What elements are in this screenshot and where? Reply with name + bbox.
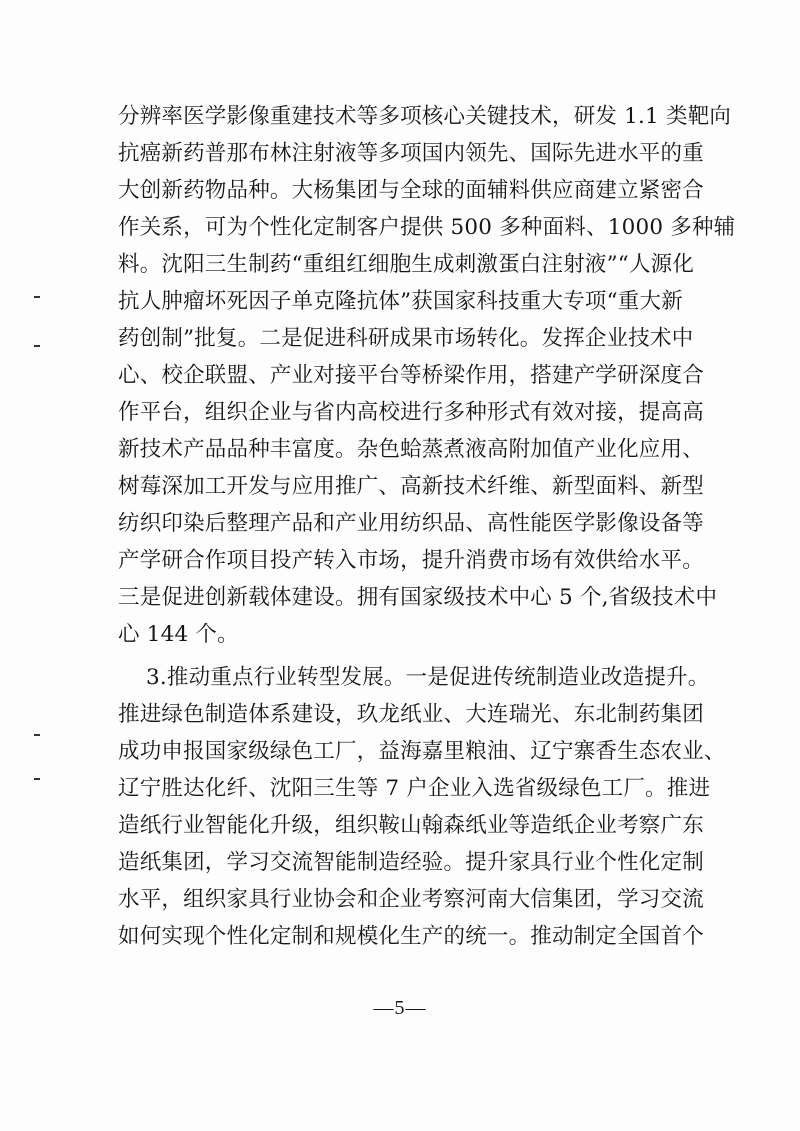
text-line: 心 144 个。 [118, 622, 239, 647]
text-line: 作平台，组织企业与省内高校进行多种形式有效对接，提高高 [118, 400, 704, 425]
text-line: 分辨率医学影像重建技术等多项核心关键技术，研发 1.1 类靶向 [118, 104, 732, 129]
text-line: 抗人肿瘤坏死因子单克隆抗体”获国家科技重大专项“重大新 [118, 289, 683, 314]
text-line: 树莓深加工开发与应用推广、高新技术纤维、新型面料、新型 [118, 474, 704, 499]
text-line: 成功申报国家级绿色工厂，益海嘉里粮油、辽宁寨香生态农业、 [118, 739, 726, 764]
text-line: 造纸行业智能化升级，组织鞍山翰森纸业等造纸企业考察广东 [118, 813, 704, 838]
paragraph-heading-line: 3.推动重点行业转型发展。一是促进传统制造业改造提升。 [146, 665, 710, 690]
text-line: 造纸集团，学习交流智能制造经验。提升家具行业个性化定制 [118, 850, 704, 875]
text-line: 料。沈阳三生制药“重组红细胞生成刺激蛋白注射液”“人源化 [118, 252, 695, 277]
body-text [118, 98, 736, 955]
binding-mark [34, 345, 40, 347]
binding-mark [34, 734, 40, 736]
text-line: 药创制”批复。二是促进科研成果市场转化。发挥企业技术中 [118, 326, 694, 351]
text-line: 心、校企联盟、产业对接平台等桥梁作用，搭建产学研深度合 [118, 363, 704, 388]
text-line: 三是促进创新载体建设。拥有国家级技术中心 5 个,省级技术中 [118, 585, 718, 610]
text-line: 纺织印染后整理产品和产业用纺织品、高性能医学影像设备等 [118, 511, 704, 536]
page-number: —5— [373, 997, 427, 1019]
text-line: 作关系，可为个性化定制客户提供 500 多种面料、1000 多种辅 [118, 215, 736, 240]
text-line: 水平，组织家具行业协会和企业考察河南大信集团，学习交流 [118, 887, 704, 912]
text-line: 辽宁胜达化纤、沈阳三生等 7 户企业入选省级绿色工厂。推进 [118, 776, 711, 801]
binding-mark [34, 778, 40, 780]
binding-mark [34, 296, 40, 298]
text-line: 大创新药物品种。大杨集团与全球的面辅料供应商建立紧密合 [118, 178, 704, 203]
text-line: 抗癌新药普那布林注射液等多项国内领先、国际先进水平的重 [118, 141, 704, 166]
text-line: 产学研合作项目投产转入市场，提升消费市场有效供给水平。 [118, 548, 704, 573]
text-line: 推进绿色制造体系建设，玖龙纸业、大连瑞光、东北制药集团 [118, 702, 704, 727]
text-line: 新技术产品品种丰富度。杂色蛤蒸煮液高附加值产业化应用、 [118, 437, 704, 462]
text-line: 如何实现个性化定制和规模化生产的统一。推动制定全国首个 [118, 924, 704, 949]
